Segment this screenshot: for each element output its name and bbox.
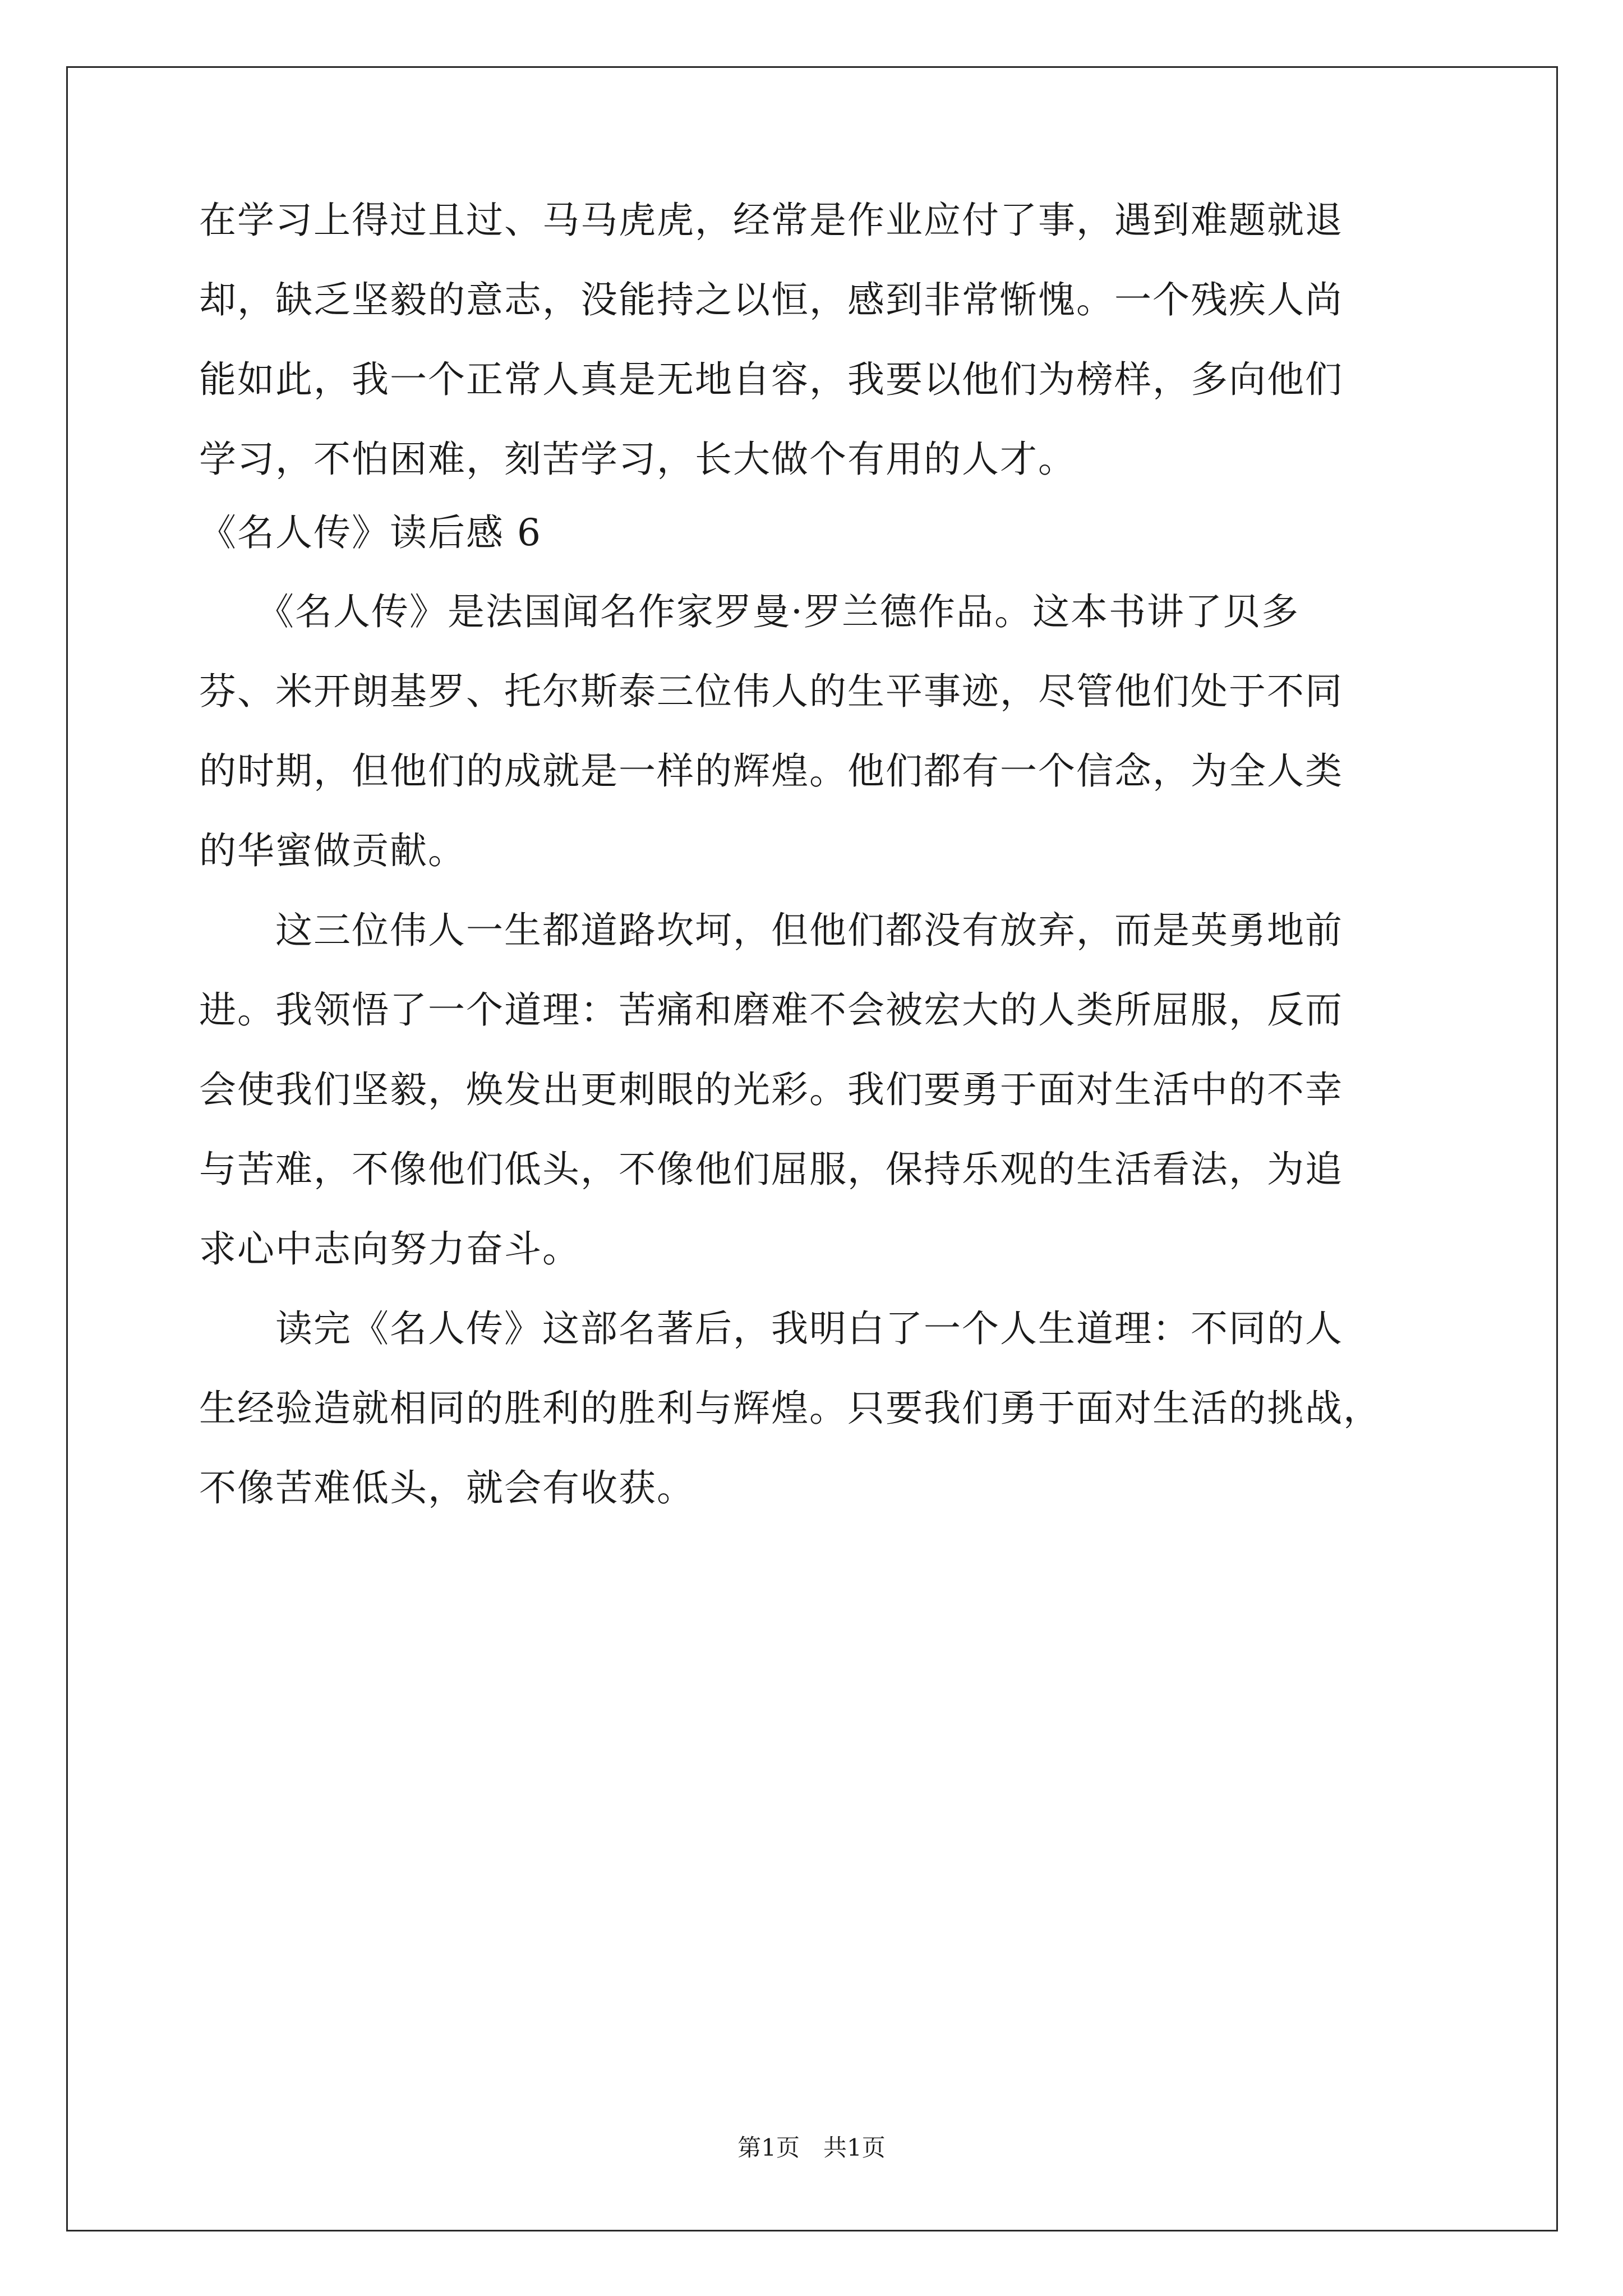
- text-line: 进。我领悟了一个道理：苦痛和磨难不会被宏大的人类所屈服，反而: [199, 988, 1343, 1032]
- section-heading: 《名人传》读后感 6: [199, 511, 542, 554]
- text-line: 能如此，我一个正常人真是无地自容，我要以他们为榜样，多向他们: [199, 358, 1343, 401]
- text-line: 《名人传》是法国闻名作家罗曼·罗兰德作品。这本书讲了贝多: [199, 590, 1299, 633]
- text-line: 求心中志向努力奋斗。: [199, 1227, 580, 1271]
- text-line: 却，缺乏坚毅的意志，没能持之以恒，感到非常惭愧。一个残疾人尚: [199, 278, 1343, 321]
- text-line: 读完《名人传》这部名著后，我明白了一个人生道理：不同的人: [199, 1307, 1343, 1350]
- page-footer: 第1页 共1页: [737, 2134, 886, 2161]
- text-line: 在学习上得过且过、马马虎虎，经常是作业应付了事，遇到难题就退: [199, 199, 1343, 242]
- text-line: 会使我们坚毅，焕发出更刺眼的光彩。我们要勇于面对生活中的不幸: [199, 1068, 1343, 1111]
- text-line: 不像苦难低头，就会有收获。: [199, 1466, 695, 1510]
- text-line: 学习，不怕困难，刻苦学习，长大做个有用的人才。: [199, 438, 1076, 481]
- text-line: 的华蜜做贡献。: [199, 829, 466, 872]
- text-line: 的时期，但他们的成就是一样的辉煌。他们都有一个信念，为全人类: [199, 749, 1343, 793]
- text-line: 芬、米开朗基罗、托尔斯泰三位伟人的生平事迹，尽管他们处于不同: [199, 670, 1343, 713]
- text-line: 这三位伟人一生都道路坎坷，但他们都没有放弃，而是英勇地前: [199, 909, 1343, 952]
- text-line: 生经验造就相同的胜利的胜利与辉煌。只要我们勇于面对生活的挑战，: [199, 1387, 1381, 1430]
- text-line: 与苦难，不像他们低头，不像他们屈服，保持乐观的生活看法，为追: [199, 1148, 1343, 1191]
